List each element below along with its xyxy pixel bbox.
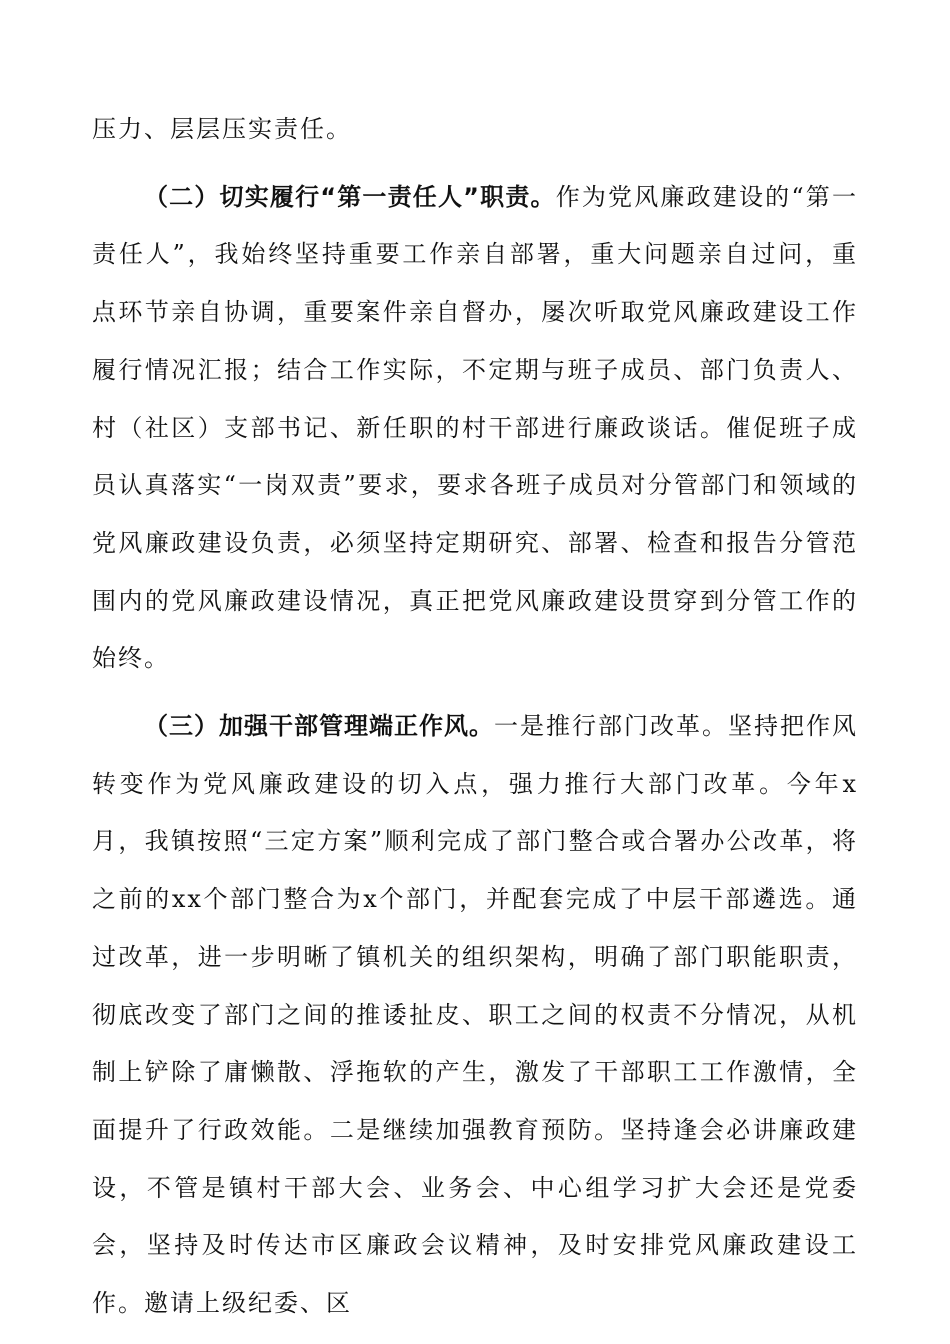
- section-3-heading: （三）加强干部管理端正作风。: [144, 712, 494, 741]
- paragraph-1-text: 压力、层层压实责任。: [92, 115, 352, 143]
- section-2-heading: （二）切实履行“第一责任人”职责。: [144, 182, 556, 211]
- section-2-text: 作为党风廉政建设的“第一责任人”，我始终坚持重要工作亲自部署，重大问题亲自过问，重点环节亲自协调，重要案件亲自督办，屡次听取党风廉政建设工作履行情况汇报；结合工作实际，不定期与班子成员、部门负责人、村（社区）支部书记、新任职的村干部进行廉政谈话。催促班子成员认真落实“一岗双责”要求，要求各班子成员对分管部门和领域的党风廉政建设负责，必须坚持定期研究、部署、检查和报告分管范围内的党风廉政建设情况，真正把党风廉政建设贯穿到分管工作的始终。: [92, 182, 858, 673]
- paragraph-continuation: [92, 101, 858, 159]
- paragraph-section-2: [92, 169, 858, 688]
- paragraph-section-3: [92, 698, 858, 1333]
- document-body: [92, 101, 858, 1333]
- section-3-text: 一是推行部门改革。坚持把作风转变作为党风廉政建设的切入点，强力推行大部门改革。今年x月，我镇按照“三定方案”顺利完成了部门整合或合署办公改革，将之前的xx个部门整合为x个部门，并配套完成了中层干部遴选。通过改革，进一步明晰了镇机关的组织架构，明确了部门职能职责，彻底改变了部门之间的推诿扯皮、职工之间的权责不分情况，从机制上铲除了庸懒散、浮拖软的产生，激发了干部职工工作激情，全面提升了行政效能。二是继续加强教育预防。坚持逢会必讲廉政建设，不管是镇村干部大会、业务会、中心组学习扩大会还是党委会，坚持及时传达市区廉政会议精神，及时安排党风廉政建设工作。邀请上级纪委、区: [92, 712, 858, 1318]
